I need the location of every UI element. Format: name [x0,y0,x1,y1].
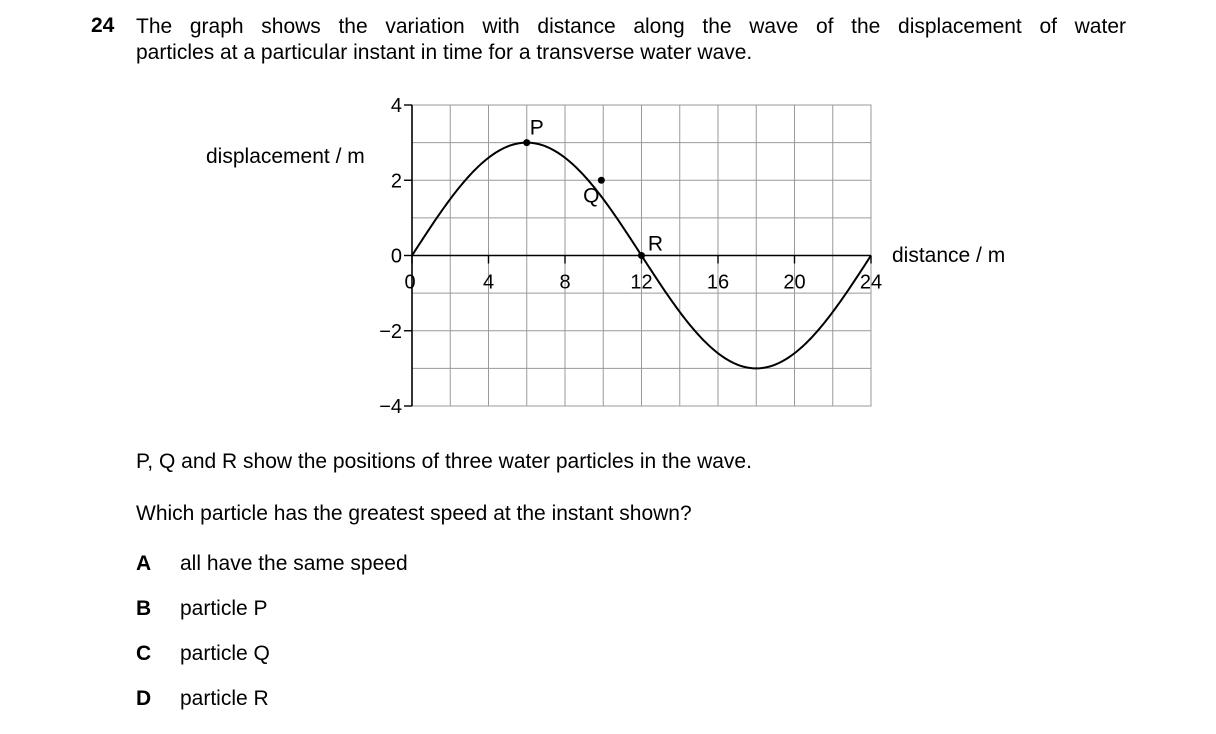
y-axis-label: displacement / m [206,145,365,168]
x-tick-label: 12 [630,271,653,294]
x-tick-label: 24 [859,271,883,294]
particle-p-marker [523,139,530,146]
option-b-letter: B [136,597,152,620]
option-b-text: particle P [180,597,268,620]
particle-r-label: R [647,232,664,256]
y-tick-label: 2 [390,170,402,193]
x-tick-label: 0 [404,271,416,294]
question-number: 24 [91,14,115,37]
option-c-letter: C [136,642,152,665]
y-tick-label: −4 [379,396,402,418]
y-tick-label: 0 [390,245,402,268]
option-d-letter: D [136,687,152,710]
x-tick-label: 8 [559,271,571,294]
option-d-text: particle R [180,687,269,710]
option-a-letter: A [136,552,152,575]
particle-p-label: P [529,116,544,140]
option-c-text: particle Q [180,642,270,665]
x-tick-label: 4 [482,271,495,294]
x-axis-label: distance / m [892,244,1006,267]
particle-markers [523,117,663,259]
stem-line-1: P, Q and R show the positions of three water particles in the wave. [136,450,752,473]
y-tick-label: −2 [379,320,402,343]
option-a-text: all have the same speed [180,552,408,575]
question-text-line-1: The graph shows the variation with distance along the wave of the displacement of water [136,15,1126,38]
y-tick-label: 4 [390,95,402,117]
particle-q-label: Q [583,184,600,208]
particle-q-marker [598,177,605,184]
x-tick-label: 20 [783,271,806,294]
stem-line-2: Which particle has the greatest speed at the instant shown? [136,502,692,525]
particle-r-marker [638,252,645,259]
graph-axes [379,95,882,418]
question-text-line-2: particles at a particular instant in time for a transverse water wave. [136,41,753,64]
x-tick-label: 16 [706,271,730,294]
